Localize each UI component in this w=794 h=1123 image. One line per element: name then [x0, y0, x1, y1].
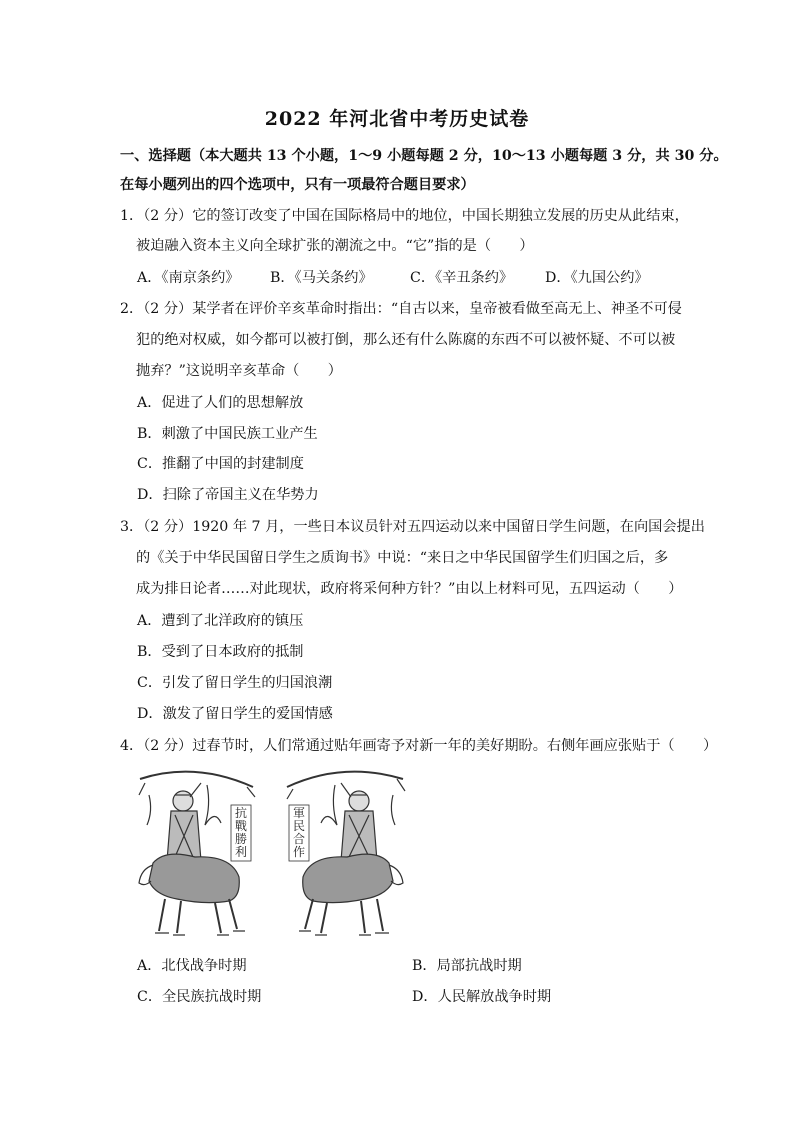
- question-4-line-1: 4．（2 分）过春节时，人们常通过贴年画寄予对新一年的美好期盼。右侧年画应张贴于（ ）: [120, 738, 718, 754]
- question-3-option-b[interactable]: B．受到了日本政府的抵制: [137, 644, 304, 660]
- question-3-line-2: 的《关于中华民国留日学生之质询书》中说：“来日之中华民国留学生们归国之后，多: [136, 550, 669, 566]
- painting-left-caption: 抗戰勝利: [234, 806, 248, 859]
- question-1-option-b[interactable]: B．《马关条约》: [270, 270, 373, 286]
- section-heading-line-1: 一、选择题（本大题共 13 个小题，1～9 小题每题 2 分，10～13 小题每题 3 分，共 30 分。: [120, 148, 728, 164]
- question-1-line-1: 1．（2 分）它的签订改变了中国在国际格局中的地位，中国长期独立发展的历史从此结束，: [120, 208, 689, 224]
- question-2-option-b[interactable]: B．刺激了中国民族工业产生: [137, 426, 318, 442]
- exam-title: 2022 年河北省中考历史试卷: [264, 108, 530, 130]
- new-year-painting-left: [135, 765, 260, 940]
- question-4-option-d[interactable]: D．人民解放战争时期: [412, 989, 552, 1005]
- question-2-line-1: 2．（2 分）某学者在评价辛亥革命时指出：“自古以来，皇帝被看做至高无上、神圣不可侵: [120, 301, 682, 317]
- question-3-option-a[interactable]: A．遭到了北洋政府的镇压: [137, 613, 304, 629]
- question-3-line-1: 3．（2 分）1920 年 7 月，一些日本议员针对五四运动以来中国留日学生问题，在向国会提出: [120, 519, 705, 535]
- section-heading-line-2: 在每小题列出的四个选项中，只有一项最符合题目要求）: [120, 177, 475, 193]
- question-2-line-2: 犯的绝对权威，如今都可以被打倒，那么还有什么陈腐的东西不可以被怀疑、不可以被: [136, 332, 676, 348]
- question-3-line-3: 成为排日论者……对此现状，政府将采何种方针？”由以上材料可见，五四运动（ ）: [136, 581, 683, 597]
- question-2-option-d[interactable]: D．扫除了帝国主义在华势力: [137, 487, 319, 503]
- painting-right-caption: 軍民合作: [292, 806, 306, 859]
- question-3-option-d[interactable]: D．激发了留日学生的爱国情感: [137, 706, 333, 722]
- question-1-option-a[interactable]: A．《南京条约》: [137, 270, 240, 286]
- question-1-line-2: 被迫融入资本主义向全球扩张的潮流之中。“它”指的是（ ）: [136, 238, 534, 254]
- question-1-option-c[interactable]: C．《辛丑条约》: [410, 270, 514, 286]
- question-4-option-c[interactable]: C．全民族抗战时期: [137, 989, 262, 1005]
- question-2-option-a[interactable]: A．促进了人们的思想解放: [137, 395, 304, 411]
- question-1-options: [137, 268, 697, 288]
- question-4-option-b[interactable]: B．局部抗战时期: [412, 958, 522, 974]
- question-4-option-a[interactable]: A．北伐战争时期: [137, 958, 247, 974]
- new-year-painting-right: [283, 765, 408, 940]
- question-2-line-3: 抛弃？”这说明辛亥革命（ ）: [136, 363, 342, 379]
- question-3-option-c[interactable]: C．引发了留日学生的归国浪潮: [137, 675, 333, 691]
- question-2-option-c[interactable]: C．推翻了中国的封建制度: [137, 456, 304, 472]
- question-1-option-d[interactable]: D．《九国公约》: [545, 270, 649, 286]
